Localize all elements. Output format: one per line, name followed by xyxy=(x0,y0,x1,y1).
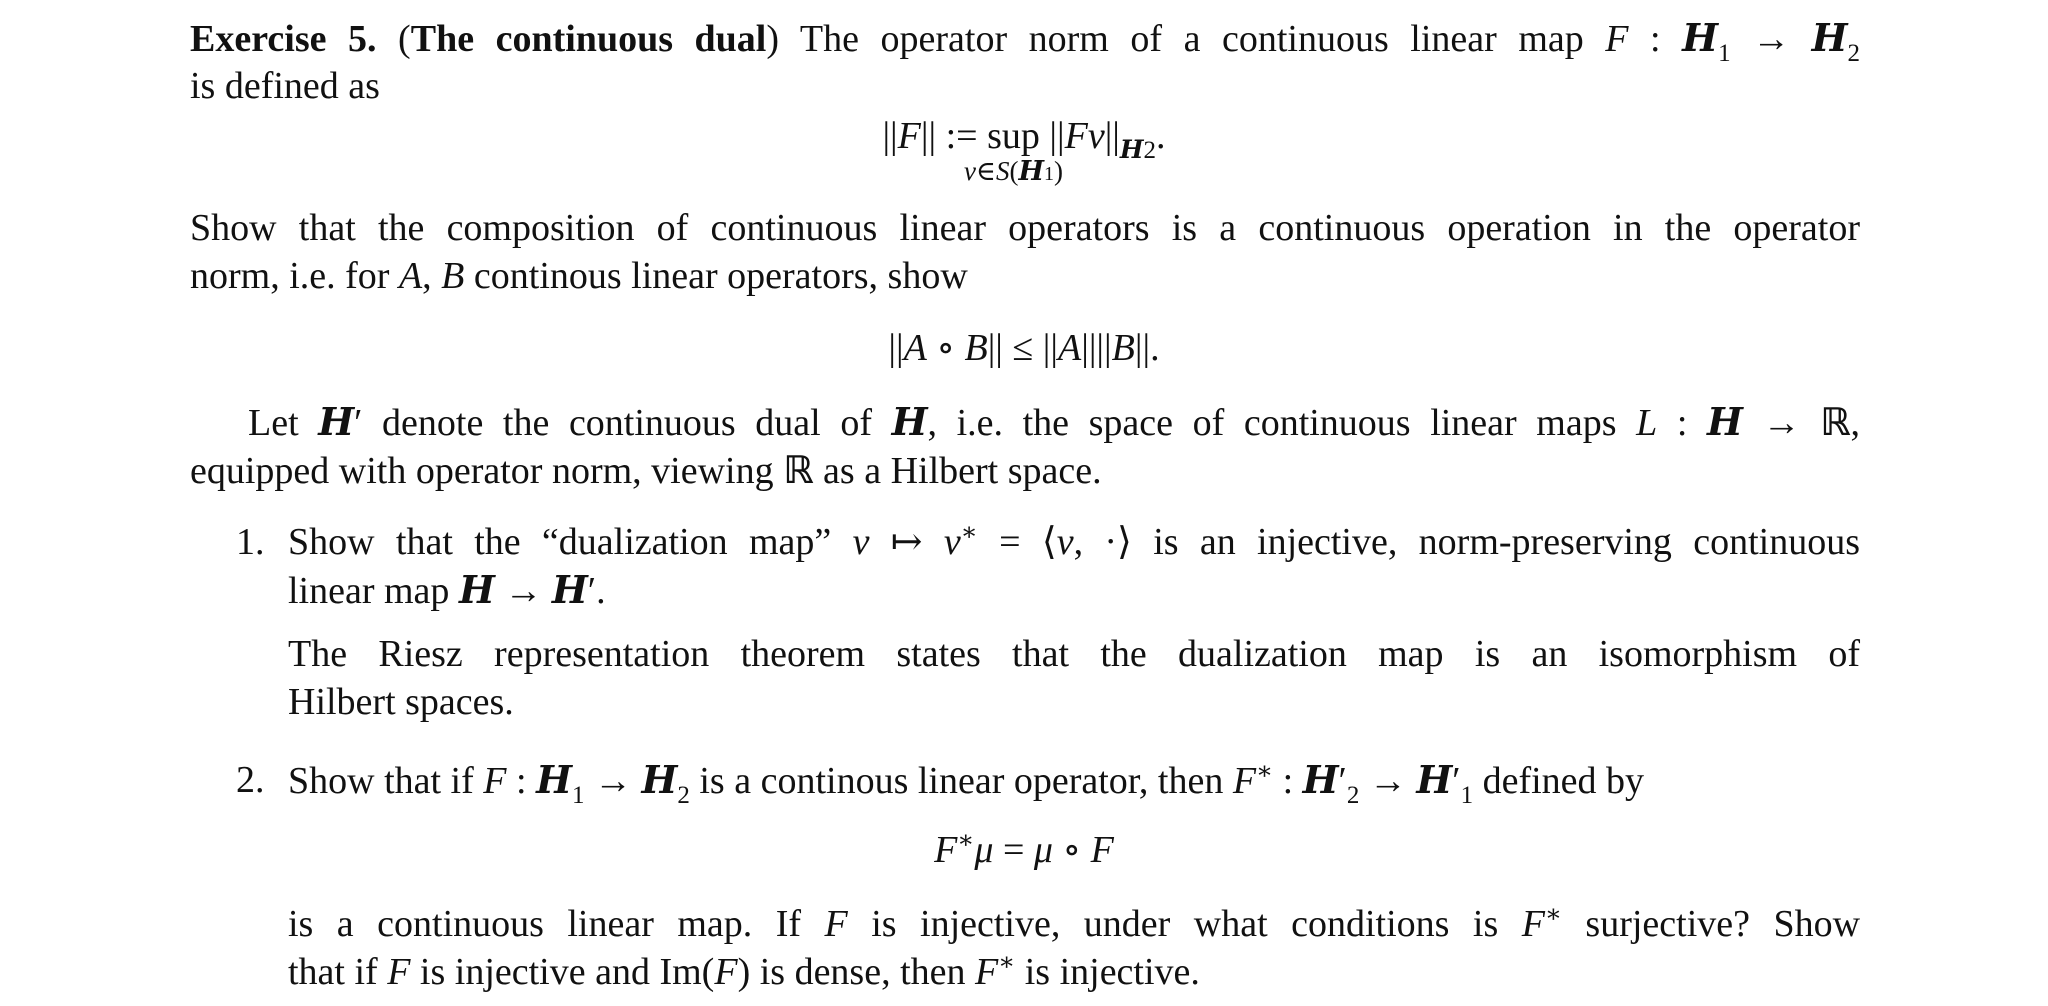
composition-text-line-2: norm, i.e. for A, B continous linear operators, show xyxy=(190,255,968,297)
exercise-label: Exercise 5. xyxy=(190,18,377,60)
intro-cont-line: is defined as xyxy=(190,65,380,107)
operator-norm-formula: ||F|| := sup v∈S(H1) $||Fv||_{H2}$. xyxy=(882,115,1166,187)
composition-formula: ||A ∘ B|| ≤ ||A||||B||. xyxy=(888,327,1160,369)
item2-line-1: Show that if F : $H_1 \to H_2$ is a continous linear operator, then F∗ : $H'_2 \to H'_1$ defined by xyxy=(288,757,1645,809)
list-item-number: 2. xyxy=(236,759,265,801)
riesz-line-2: Hilbert spaces. xyxy=(288,681,514,723)
item1-line-1: Show that the “dualization map” v ↦ v∗ = ⟨v, ·⟩ is an injective, norm-preserving continuous xyxy=(288,519,1861,563)
item2-line-3: is a continuous linear map. If F is injective, under what conditions is F∗ surjective? Show xyxy=(288,901,1861,945)
item2-line-4: that if F is injective and Im(F) is dense, then F∗ is injective. xyxy=(288,949,1200,993)
math-F-map: F xyxy=(1605,18,1629,60)
dual-text-line-2: equipped with operator norm, viewing ℝ as a Hilbert space. xyxy=(190,448,1102,492)
riesz-line-1: The Riesz representation theorem states that the dualization map is an isomorphism of xyxy=(288,633,1860,675)
dual-text-line-1: Let H′ denote the continuous dual of H, i.e. the space of continuous linear maps L : H → ℝ, xyxy=(248,399,1861,444)
item1-line-2: linear map H → H′. xyxy=(288,567,606,612)
intro-text: The operator norm of a continuous linear map xyxy=(799,18,1584,60)
exercise-title: The continuous dual xyxy=(410,18,767,60)
list-item-number: 1. xyxy=(236,521,265,563)
adjoint-formula: F∗μ = μ ∘ F xyxy=(934,827,1114,871)
composition-text-line-1: Show that the composition of continuous linear operators is a continuous operation in the operator xyxy=(190,207,1860,249)
exercise-heading-line: Exercise 5. (The continuous dual) The operator norm of a continuous linear map F : $H_1 \to H_2$ xyxy=(190,15,1861,67)
